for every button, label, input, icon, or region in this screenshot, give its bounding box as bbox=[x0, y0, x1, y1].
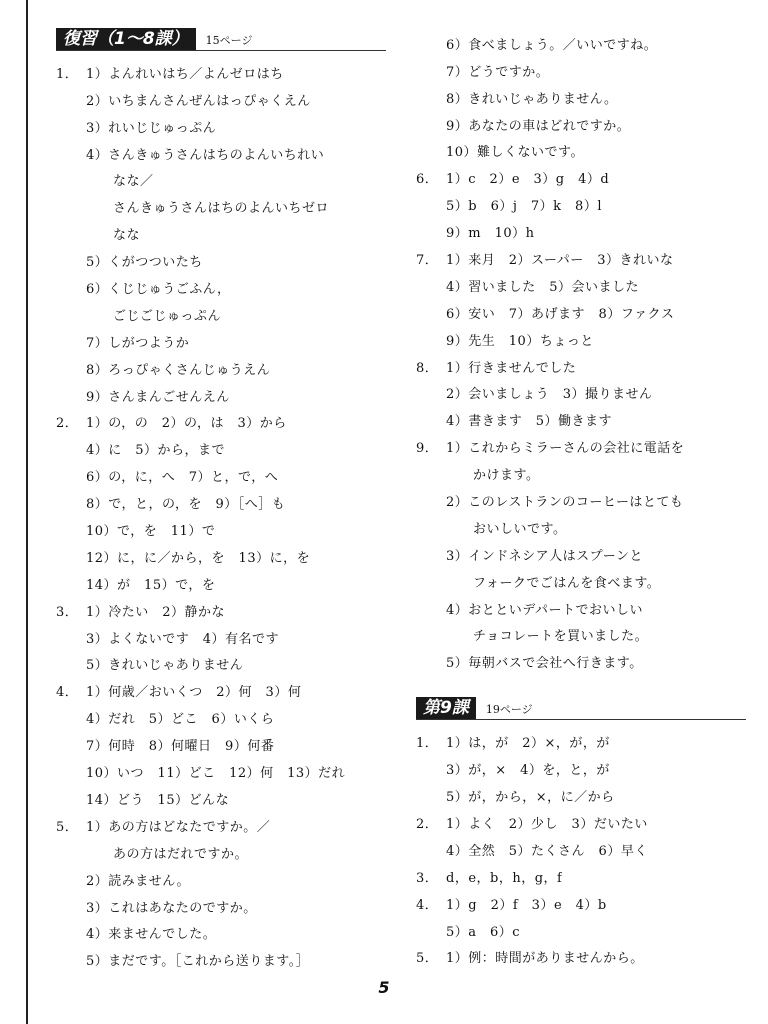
lesson9-section-header bbox=[416, 695, 746, 720]
answer-row bbox=[56, 864, 386, 891]
answer-row bbox=[416, 646, 746, 673]
answer-row bbox=[56, 837, 386, 864]
answer-text: 5）くがつついたち bbox=[86, 255, 203, 271]
answer-text: 5）a 6）c bbox=[446, 924, 521, 940]
answer-text: 4）に 5）から，まで bbox=[86, 443, 226, 459]
answer-text: 4）来ませんでした。 bbox=[86, 927, 217, 943]
answer-row bbox=[416, 753, 746, 780]
answer-text: さんきゅうさんはちのよんいちゼロ bbox=[86, 201, 330, 217]
answer-text: 4）だれ 5）どこ 6）いくら bbox=[86, 712, 275, 728]
answer-row bbox=[416, 888, 746, 915]
answer-row bbox=[416, 55, 746, 82]
question-number: 4． bbox=[56, 685, 79, 701]
answer-text: 7）しがつようか bbox=[86, 335, 190, 351]
question-number: 1． bbox=[56, 66, 79, 82]
question-number: 9． bbox=[416, 441, 439, 457]
answer-text: 5）きれいじゃありません bbox=[86, 658, 244, 674]
answer-row bbox=[56, 57, 386, 84]
answer-row bbox=[416, 807, 746, 834]
answer-text: 1）は，が 2）×，が，が bbox=[446, 736, 610, 752]
answer-row bbox=[56, 218, 386, 245]
left-column bbox=[56, 26, 386, 971]
answer-text: チョコレートを買いました。 bbox=[446, 629, 649, 645]
answer-row bbox=[56, 245, 386, 272]
answer-row bbox=[416, 270, 746, 297]
answer-text: 1）来月 2）スーパー 3）きれいな bbox=[446, 253, 674, 269]
question-number: 1． bbox=[416, 736, 439, 752]
answer-text: 14）どう 15）どんな bbox=[86, 792, 230, 808]
answer-row bbox=[416, 834, 746, 861]
answer-text: 5）まだです。［これから送ります。］ bbox=[86, 954, 310, 970]
answer-text: 8）で，と，の，を 9）［へ］も bbox=[86, 497, 286, 513]
lesson9-page-ref: 19ページ bbox=[485, 703, 533, 717]
answer-text: なな／ bbox=[86, 174, 154, 190]
answer-text: 1）g 2）f 3）e 4）b bbox=[446, 897, 607, 913]
answer-row bbox=[416, 404, 746, 431]
answer-text: あの方はだれですか。 bbox=[86, 846, 249, 862]
answer-row bbox=[416, 378, 746, 405]
answer-text: 5）が，から，×，に／から bbox=[446, 790, 615, 806]
question-number: 3． bbox=[416, 870, 439, 886]
answer-row bbox=[56, 649, 386, 676]
answer-text: 14）が 15）で，を bbox=[86, 577, 216, 593]
answer-text: 3）れいじじゅっぷん bbox=[86, 120, 217, 136]
answer-text: 1）行きませんでした bbox=[446, 360, 577, 376]
answer-row bbox=[56, 568, 386, 595]
left-margin-rule bbox=[26, 0, 28, 1024]
answer-text: ごじごじゅっぷん bbox=[86, 308, 222, 324]
answer-text: 9）先生 10）ちょっと bbox=[446, 333, 594, 349]
answer-row bbox=[56, 729, 386, 756]
question-number: 2． bbox=[416, 816, 439, 832]
answer-row bbox=[56, 84, 386, 111]
answer-row bbox=[56, 595, 386, 622]
answer-row bbox=[56, 407, 386, 434]
answer-row bbox=[56, 702, 386, 729]
answer-row bbox=[56, 944, 386, 971]
answer-text: 6）の，に，へ 7）と，で，へ bbox=[86, 470, 279, 486]
right-column bbox=[416, 26, 746, 968]
question-number: 5． bbox=[56, 819, 79, 835]
answer-row bbox=[56, 111, 386, 138]
right-answer-list-top bbox=[416, 28, 746, 673]
answer-row bbox=[416, 82, 746, 109]
answer-row bbox=[56, 541, 386, 568]
answer-row bbox=[416, 324, 746, 351]
answer-row bbox=[56, 783, 386, 810]
answer-text: 6）くじじゅうごふん， bbox=[86, 282, 231, 298]
answer-row bbox=[416, 297, 746, 324]
answer-text: 10）難しくないです。 bbox=[446, 145, 585, 161]
answer-text: 1）の，の 2）の，は 3）から bbox=[86, 416, 287, 432]
question-number: 3． bbox=[56, 604, 79, 620]
answer-row bbox=[56, 460, 386, 487]
answer-text: 1）何歳／おいくつ 2）何 3）何 bbox=[86, 685, 302, 701]
answer-row bbox=[416, 620, 746, 647]
answer-text: 2）読みません。 bbox=[86, 873, 191, 889]
question-number: 6． bbox=[416, 172, 439, 188]
answer-row bbox=[416, 189, 746, 216]
answer-row bbox=[56, 622, 386, 649]
answer-text: 4）おとといデパートでおいしい bbox=[446, 602, 643, 618]
answer-row bbox=[416, 351, 746, 378]
answer-row bbox=[416, 109, 746, 136]
answer-row bbox=[416, 28, 746, 55]
answer-text: 4）書きます 5）働きます bbox=[446, 414, 613, 430]
answer-text: 7）何時 8）何曜日 9）何番 bbox=[86, 739, 275, 755]
answer-text: 6）食べましょう。／いいですね。 bbox=[446, 37, 658, 53]
answer-text: おいしいです。 bbox=[446, 521, 567, 537]
answer-text: 4）全然 5）たくさん 6）早く bbox=[446, 843, 648, 859]
question-number: 4． bbox=[416, 897, 439, 913]
answer-row bbox=[56, 514, 386, 541]
answer-row bbox=[56, 810, 386, 837]
answer-text: 2）いちまんさんぜんはっぴゃくえん bbox=[86, 93, 311, 109]
answer-row bbox=[56, 891, 386, 918]
page-number: 5 bbox=[378, 978, 390, 997]
answer-text: 3）が，× 4）を，と，が bbox=[446, 763, 610, 779]
answer-text: 2）このレストランのコーヒーはとても bbox=[446, 495, 684, 511]
answer-row bbox=[416, 915, 746, 942]
question-number: 2． bbox=[56, 416, 79, 432]
answer-row bbox=[416, 431, 746, 458]
answer-row bbox=[56, 433, 386, 460]
answer-row bbox=[56, 191, 386, 218]
review-page-ref: 15ページ bbox=[205, 34, 253, 47]
answer-text: 2）会いましょう 3）撮りません bbox=[446, 387, 653, 403]
question-number: 8． bbox=[416, 360, 439, 376]
answer-text: なな bbox=[86, 228, 141, 244]
answer-row bbox=[416, 780, 746, 807]
review-section-header bbox=[56, 26, 386, 51]
lesson9-title: 第9課 bbox=[416, 697, 476, 719]
answer-row bbox=[416, 539, 746, 566]
answer-text: かけます。 bbox=[446, 468, 540, 484]
answer-text: 1）c 2）e 3）g 4）d bbox=[446, 172, 610, 188]
answer-text: 3）インドネシア人はスプーンと bbox=[446, 548, 643, 564]
answer-row bbox=[416, 216, 746, 243]
answer-row bbox=[416, 942, 746, 969]
answer-text: 3）これはあなたのですか。 bbox=[86, 900, 257, 916]
answer-row bbox=[56, 487, 386, 514]
answer-row bbox=[56, 675, 386, 702]
answer-text: 10）で，を 11）で bbox=[86, 524, 216, 540]
answer-text: 5）毎朝バスで会社へ行きます。 bbox=[446, 656, 643, 672]
answer-text: 4）さんきゅうさんはちのよんいちれい bbox=[86, 147, 325, 163]
answer-row bbox=[56, 380, 386, 407]
question-number: 7． bbox=[416, 253, 439, 269]
answer-row bbox=[416, 458, 746, 485]
left-answer-list bbox=[56, 57, 386, 971]
answer-text: 1）例：時間がありませんから。 bbox=[446, 951, 644, 967]
answer-text: 4）習いました 5）会いました bbox=[446, 279, 640, 295]
question-number: 5． bbox=[416, 951, 439, 967]
answer-text: フォークでごはんを食べます。 bbox=[446, 575, 661, 591]
answer-row bbox=[56, 353, 386, 380]
answer-text: 1）あの方はどなたですか。／ bbox=[86, 819, 271, 835]
answer-row bbox=[416, 593, 746, 620]
answer-row bbox=[56, 272, 386, 299]
review-title: 復習（1〜8課） bbox=[56, 28, 196, 50]
answer-row bbox=[416, 485, 746, 512]
answer-text: 8）きれいじゃありません。 bbox=[446, 91, 618, 107]
answer-row bbox=[416, 726, 746, 753]
answer-row bbox=[416, 243, 746, 270]
answer-row bbox=[56, 138, 386, 165]
answer-text: 6）安い 7）あげます 8）ファクス bbox=[446, 306, 675, 322]
answer-text: 8）ろっぴゃくさんじゅうえん bbox=[86, 362, 271, 378]
answer-text: 3）よくないです 4）有名です bbox=[86, 631, 280, 647]
answer-text: 1）冷たい 2）静かな bbox=[86, 604, 226, 620]
answer-text: 5）b 6）j 7）k 8）l bbox=[446, 199, 602, 215]
answer-row bbox=[56, 299, 386, 326]
answer-row bbox=[416, 512, 746, 539]
answer-text: 1）よんれいはち／よんゼロはち bbox=[86, 66, 284, 82]
answer-row bbox=[56, 165, 386, 192]
answer-text: 10）いつ 11）どこ 12）何 13）だれ bbox=[86, 766, 346, 782]
lesson9-answer-list bbox=[416, 726, 746, 968]
answer-row bbox=[416, 162, 746, 189]
answer-text: 1）よく 2）少し 3）だいたい bbox=[446, 816, 648, 832]
answer-text: 12）に，に／から，を 13）に，を bbox=[86, 550, 311, 566]
answer-row bbox=[56, 918, 386, 945]
answer-text: d，e，b，h，g，f bbox=[446, 870, 563, 886]
answer-row bbox=[56, 326, 386, 353]
answer-row bbox=[416, 136, 746, 163]
answer-row bbox=[56, 756, 386, 783]
answer-text: 9）さんまんごせんえん bbox=[86, 389, 230, 405]
answer-row bbox=[416, 566, 746, 593]
answer-text: 9）m 10）h bbox=[446, 226, 535, 242]
answer-text: 9）あなたの車はどれですか。 bbox=[446, 118, 631, 134]
answer-text: 7）どうですか。 bbox=[446, 64, 550, 80]
answer-row bbox=[416, 861, 746, 888]
answer-text: 1）これからミラーさんの会社に電話を bbox=[446, 441, 685, 457]
